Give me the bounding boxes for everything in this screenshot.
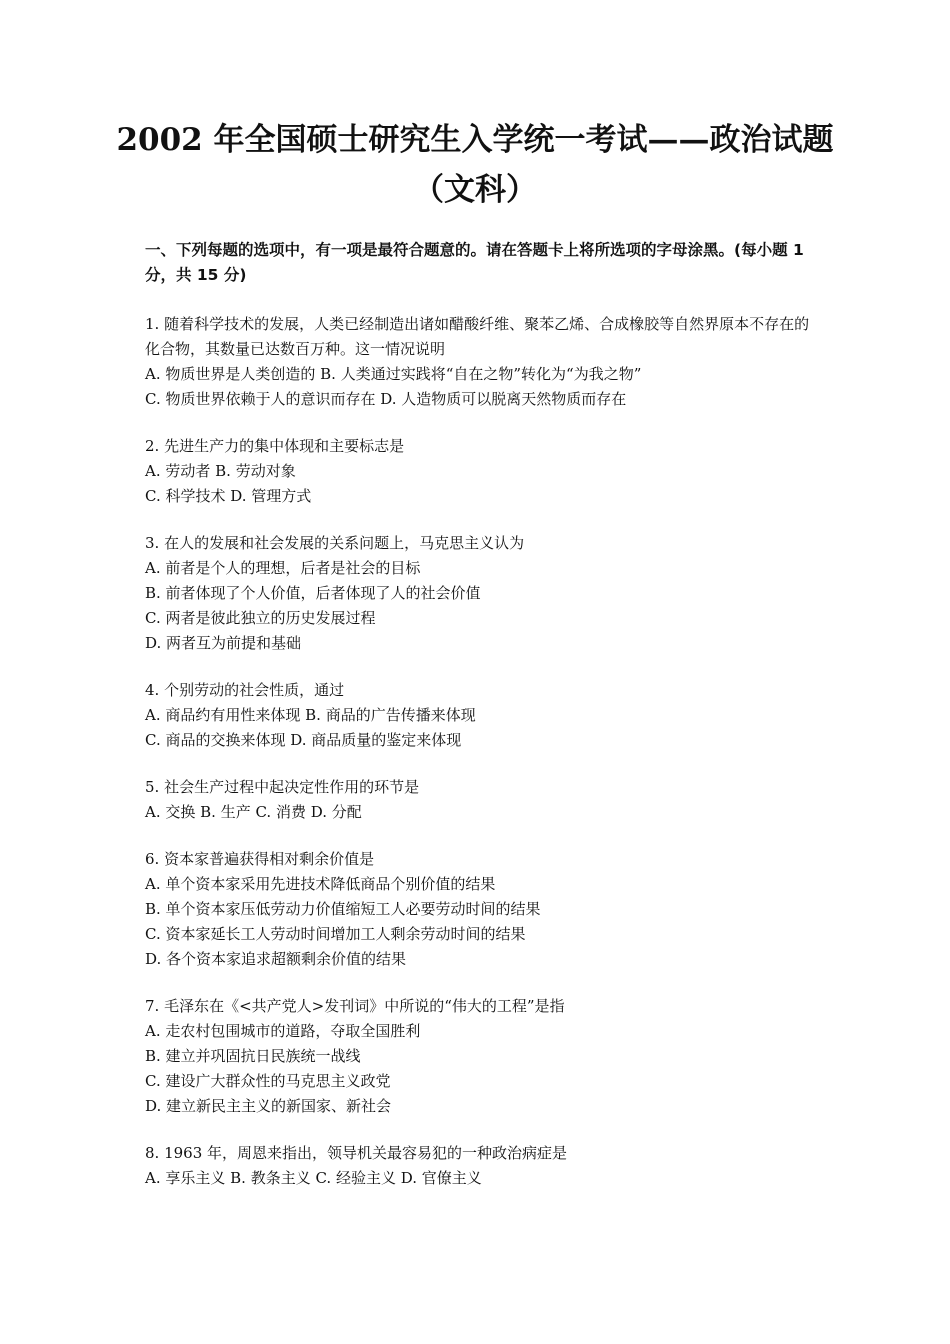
question-options-line: A. 享乐主义 B. 教条主义 C. 经验主义 D. 官僚主义 bbox=[145, 1169, 482, 1187]
question-options-line: C. 物质世界依赖于人的意识而存在 D. 人造物质可以脱离天然物质而存在 bbox=[145, 390, 627, 408]
question-stem: 2. 先进生产力的集中体现和主要标志是 bbox=[145, 437, 405, 455]
question-options-line: B. 单个资本家压低劳动力价值缩短工人必要劳动时间的结果 bbox=[145, 900, 541, 918]
question-options-line: C. 商品的交换来体现 D. 商品质量的鉴定来体现 bbox=[145, 731, 462, 749]
question-item bbox=[145, 312, 810, 412]
question-options-line: A. 商品约有用性来体现 B. 商品的广告传播来体现 bbox=[145, 706, 476, 724]
question-item bbox=[145, 775, 810, 825]
question-item bbox=[145, 678, 810, 753]
question-options-line: D. 各个资本家追求超额剩余价值的结果 bbox=[145, 950, 407, 968]
question-options-line: A. 单个资本家采用先进技术降低商品个别价值的结果 bbox=[145, 875, 496, 893]
question-options-line: B. 建立并巩固抗日民族统一战线 bbox=[145, 1047, 361, 1065]
question-stem: 5. 社会生产过程中起决定性作用的环节是 bbox=[145, 778, 420, 796]
question-item bbox=[145, 434, 810, 509]
question-item bbox=[145, 531, 810, 656]
question-options-line: C. 资本家延长工人劳动时间增加工人剩余劳动时间的结果 bbox=[145, 925, 526, 943]
question-options-line: B. 前者体现了个人价值，后者体现了人的社会价值 bbox=[145, 584, 481, 602]
question-options-line: A. 前者是个人的理想，后者是社会的目标 bbox=[145, 559, 421, 577]
question-options-line: A. 物质世界是人类创造的 B. 人类通过实践将“自在之物”转化为“为我之物” bbox=[145, 365, 642, 383]
question-item bbox=[145, 847, 810, 972]
question-list bbox=[145, 312, 810, 1213]
question-stem: 6. 资本家普遍获得相对剩余价值是 bbox=[145, 850, 375, 868]
question-options-line: A. 劳动者 B. 劳动对象 bbox=[145, 462, 296, 480]
section-instructions: 一、下列每题的选项中，有一项是最符合题意的。请在答题卡上将所选项的字母涂黑。(每小题 1 分，共 15 分) bbox=[145, 241, 804, 284]
question-stem: 7. 毛泽东在《<共产党人>发刊词》中所说的“伟大的工程”是指 bbox=[145, 997, 565, 1015]
question-options-line: D. 建立新民主主义的新国家、新社会 bbox=[145, 1097, 392, 1115]
document-title: 2002 年全国硕士研究生入学统一考试——政治试题 bbox=[116, 122, 834, 158]
question-stem: 1. 随着科学技术的发展，人类已经制造出诸如醋酸纤维、聚苯乙烯、合成橡胶等自然界原本不存在的化合物，其数量已达数百万种。这一情况说明 bbox=[145, 315, 810, 358]
question-options-line: C. 两者是彼此独立的历史发展过程 bbox=[145, 609, 376, 627]
question-item bbox=[145, 1141, 810, 1191]
question-stem: 3. 在人的发展和社会发展的关系问题上，马克思主义认为 bbox=[145, 534, 525, 552]
question-options-line: A. 交换 B. 生产 C. 消费 D. 分配 bbox=[145, 803, 362, 821]
question-stem: 4. 个别劳动的社会性质，通过 bbox=[145, 681, 345, 699]
question-options-line: A. 走农村包围城市的道路，夺取全国胜利 bbox=[145, 1022, 421, 1040]
question-item bbox=[145, 994, 810, 1119]
question-options-line: C. 科学技术 D. 管理方式 bbox=[145, 487, 312, 505]
question-options-line: D. 两者互为前提和基础 bbox=[145, 634, 302, 652]
document-subtitle: （文科） bbox=[413, 172, 537, 208]
question-options-line: C. 建设广大群众性的马克思主义政党 bbox=[145, 1072, 391, 1090]
question-stem: 8. 1963 年，周恩来指出，领导机关最容易犯的一种政治病症是 bbox=[145, 1144, 568, 1162]
